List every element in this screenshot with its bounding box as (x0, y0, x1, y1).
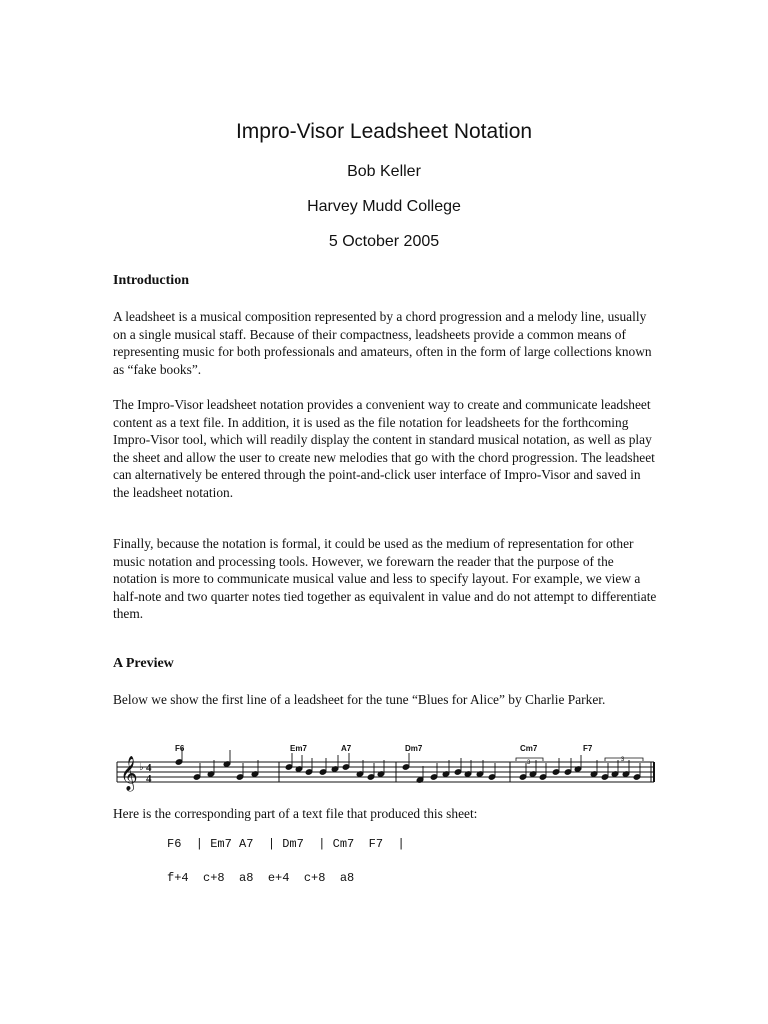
affiliation: Harvey Mudd College (307, 198, 461, 215)
melody-notes (175, 748, 641, 783)
chord-symbol: Cm7 (520, 744, 538, 753)
tuplet-label: 3 (527, 760, 531, 766)
preview-heading: A Preview (113, 656, 174, 671)
code-line-melody: f+4 c+8 a8 e+4 c+8 a8 (167, 871, 355, 885)
code-line-chords: F6 | Em7 A7 | Dm7 | Cm7 F7 | (167, 837, 405, 851)
intro-paragraph-2: The Impro-Visor leadsheet notation provides a convenient way to create and communicate leadsheet content as a text file. In addition, it is used as the file notation for leadsheets for the forthcoming Impro-Visor tool, which will readily display the content in standard musical notation, as well as play the sheet and allow the user to create new melodies that go with the chord progression. The leadsheet can alternatively be entered through the point-and-click user interface of Impro-Visor and saved in the leadsheet notation. (113, 397, 655, 500)
treble-clef-icon: 𝄞 (120, 756, 138, 791)
document-title: Impro-Visor Leadsheet Notation (235, 120, 533, 143)
leadsheet-staff-image (113, 740, 658, 796)
preview-paragraph-2: Here is the corresponding part of a text file that produced this sheet: (113, 806, 478, 821)
author-name: Bob Keller (347, 163, 421, 180)
document-date: 5 October 2005 (328, 233, 440, 250)
flat-key-signature-icon: ♭ (139, 762, 144, 773)
chord-symbol: Dm7 (405, 744, 423, 753)
tuplet-label: 3 (621, 757, 625, 763)
intro-paragraph-1: A leadsheet is a musical composition represented by a chord progression and a melody line, usually on a single musical staff. Because of their compactness, leadsheets provide a common means of representing music for both professionals and amateurs, often in the form of large collections known as “fake books”. (113, 309, 652, 377)
time-signature-bottom: 4 (146, 773, 152, 785)
intro-paragraph-3: Finally, because the notation is formal, it could be used as the medium of representation for other music notation and processing tools. However, we forewarn the reader that the purpose of the notation is more to communicate musical value and less to specify layout. For example, we view a half-note and two quarter notes tied together as equivalent in value and do not attempt to differentiate them. (113, 536, 657, 622)
introduction-heading: Introduction (113, 273, 189, 288)
chord-symbol: A7 (341, 744, 352, 753)
chord-symbol: Em7 (290, 744, 307, 753)
chord-symbol: F6 (175, 744, 185, 753)
time-signature-top: 4 (146, 762, 152, 774)
chord-symbol: F7 (583, 744, 593, 753)
preview-paragraph: Below we show the first line of a leadsheet for the tune “Blues for Alice” by Charlie Parker. (113, 692, 606, 707)
